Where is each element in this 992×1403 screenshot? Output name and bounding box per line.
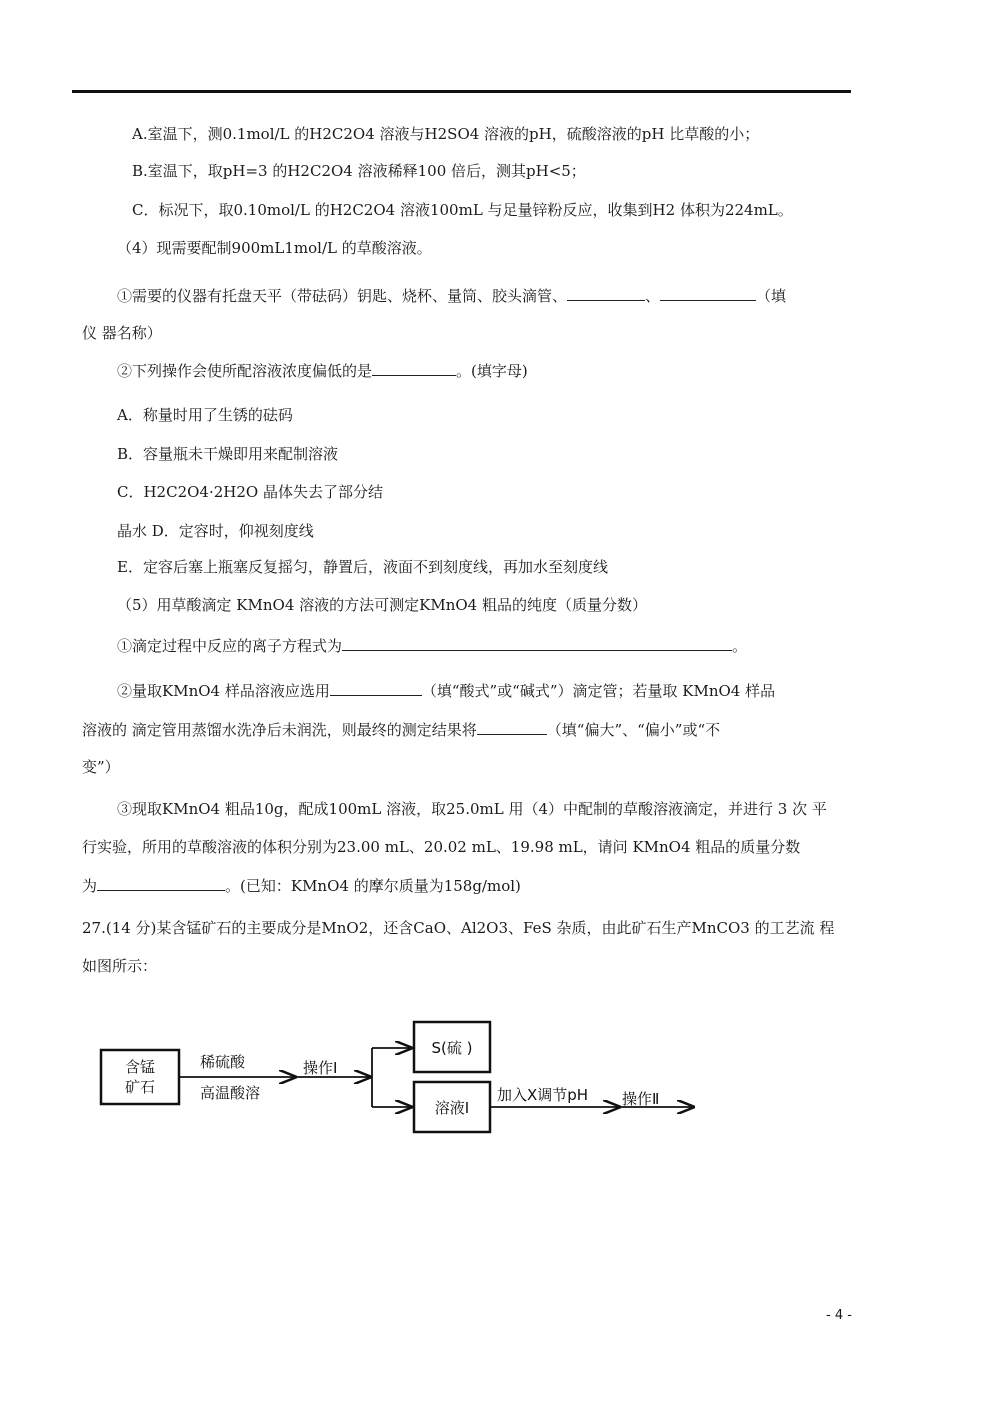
answer-blank-letter[interactable] xyxy=(372,360,456,376)
sulfur-label: S(硫 ) xyxy=(431,1039,473,1057)
choice-c-cont-d: 晶水 D．定容时，仰视刻度线 xyxy=(117,522,314,540)
question-27-cont: 如图所示： xyxy=(82,957,158,975)
answer-blank-instrument-1[interactable] xyxy=(567,285,645,301)
page-number: - 4 - xyxy=(826,1308,852,1323)
choice-b: B．容量瓶未干燥即用来配制溶液 xyxy=(117,445,339,463)
answer-blank-equation[interactable] xyxy=(342,635,732,651)
q5-sub2-tail: （填“酸式”或“碱式”）滴定管；若量取 KMnO4 样品 xyxy=(421,682,776,700)
q5-sub3-end-tail: 。(已知：KMnO4 的摩尔质量为158g/mol) xyxy=(225,877,521,895)
question-4-heading: （4）现需要配制900mL1mol/L 的草酸溶液。 xyxy=(117,239,432,257)
ore-label-2: 矿石 xyxy=(124,1078,156,1096)
answer-blank-mass-fraction[interactable] xyxy=(97,875,225,891)
q5-sub3-end xyxy=(82,875,521,896)
ore-label-1: 含锰 xyxy=(124,1058,156,1076)
adjust-ph-label: 加入X调节pH xyxy=(497,1086,589,1104)
q4-sub2-line xyxy=(117,360,528,381)
q5-sub3-line: ③现取KMnO4 粗品10g，配成100mL 溶液，取25.0mL 用（4）中配制的草酸溶液滴定，并进行 3 次 平 xyxy=(117,800,827,818)
arrow-acid-label: 稀硫酸 xyxy=(200,1053,246,1071)
q4-sub2-text: ②下列操作会使所配溶液浓度偏低的是 xyxy=(117,362,373,380)
q4-sub1-text: ①需要的仪器有托盘天平（带砝码）钥匙、烧杯、量筒、胶头滴管、 xyxy=(117,287,568,305)
q4-sub2-tail: 。(填字母) xyxy=(456,362,528,380)
option-b-line: B.室温下，取pH=3 的H2C2O4 溶液稀释100 倍后，测其pH<5； xyxy=(132,162,586,180)
q5-sub2-line xyxy=(117,680,775,701)
q5-sub2-end: 变”） xyxy=(82,758,120,776)
answer-blank-result[interactable] xyxy=(477,719,547,735)
option-a-line: A.室温下，测0.1mol/L 的H2C2O4 溶液与H2SO4 溶液的pH，硫酸溶液的pH 比草酸的小； xyxy=(132,125,760,143)
q5-sub2-cont-text: 溶液的 滴定管用蒸馏水洗净后未润洗，则最终的测定结果将 xyxy=(82,721,477,739)
answer-blank-burette[interactable] xyxy=(330,680,422,696)
q4-sub1-sep: 、 xyxy=(645,287,661,305)
q5-sub1-text: ①滴定过程中反应的离子方程式为 xyxy=(117,637,343,655)
q5-sub2-cont xyxy=(82,719,720,740)
op1-label: 操作Ⅰ xyxy=(303,1059,338,1077)
question-27-heading: 27.(14 分)某含锰矿石的主要成分是MnO2，还含CaO、Al2O3、FeS 杂质，由此矿石生产MnCO3 的工艺流 程 xyxy=(82,919,835,937)
q5-sub2-cont-tail: （填“偏大”、“偏小”或“不 xyxy=(546,721,721,739)
op2-label: 操作Ⅱ xyxy=(622,1090,660,1108)
choice-c: C．H2C2O4·2H2O 晶体失去了部分结 xyxy=(117,483,383,501)
q5-sub3-cont: 行实验，所用的草酸溶液的体积分别为23.00 mL、20.02 mL、19.98 mL，请问 KMnO4 粗品的质量分数 xyxy=(82,838,801,856)
q5-sub3-end-text: 为 xyxy=(82,877,98,895)
question-5-heading: （5）用草酸滴定 KMnO4 溶液的方法可测定KMnO4 粗品的纯度（质量分数） xyxy=(117,596,647,614)
q5-sub2-text: ②量取KMnO4 样品溶液应选用 xyxy=(117,682,330,700)
choice-e: E．定容后塞上瓶塞反复摇匀，静置后，液面不到刻度线，再加水至刻度线 xyxy=(117,558,608,576)
arrow-leach-label: 高温酸溶 xyxy=(200,1084,261,1102)
q4-sub1-cont: 仪 器名称） xyxy=(82,324,162,342)
header-rule xyxy=(72,90,851,93)
q5-sub1-line xyxy=(117,635,747,656)
choice-a: A．称量时用了生锈的砝码 xyxy=(117,406,293,424)
q4-sub1-tail: （填 xyxy=(756,287,787,305)
option-c-line: C．标况下，取0.10mol/L 的H2C2O4 溶液100mL 与足量锌粉反应，收集到H2 体积为224mL。 xyxy=(132,201,793,219)
q4-sub1-line xyxy=(117,285,786,306)
solution-label: 溶液Ⅰ xyxy=(434,1099,470,1117)
q5-sub1-tail: 。 xyxy=(732,637,748,655)
process-flowchart xyxy=(95,1012,705,1142)
answer-blank-instrument-2[interactable] xyxy=(660,285,756,301)
